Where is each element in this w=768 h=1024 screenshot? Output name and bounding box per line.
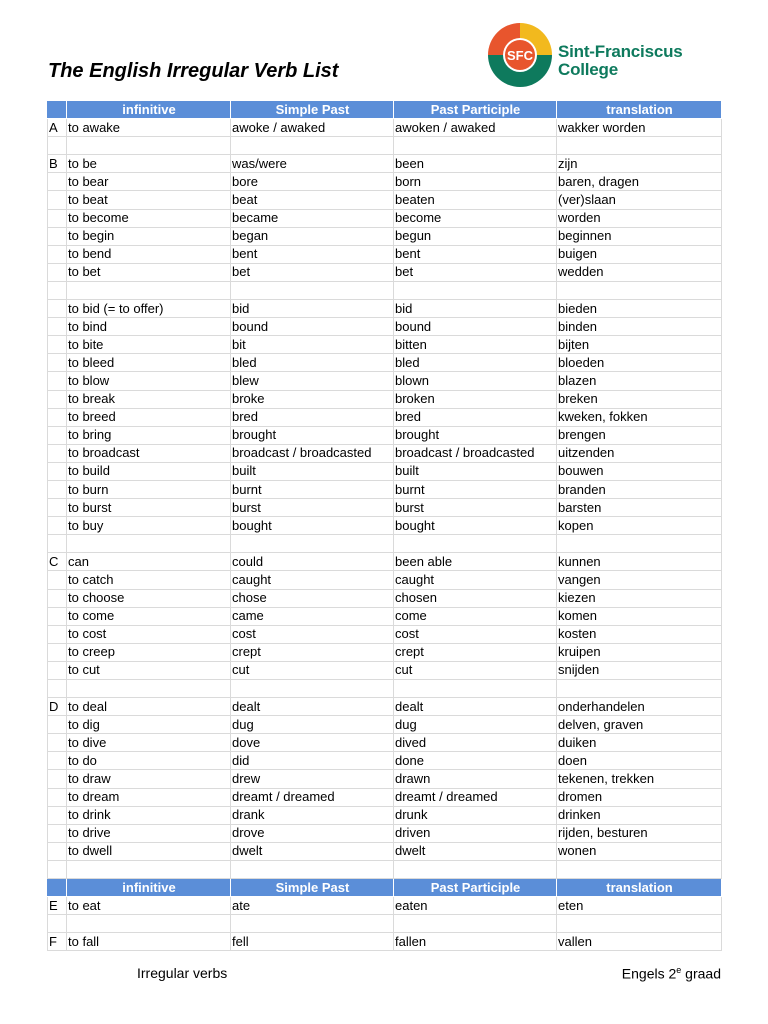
translation-cell (557, 281, 722, 299)
translation-cell: tekenen, trekken (557, 770, 722, 788)
letter-cell (48, 571, 67, 589)
table-row (48, 336, 722, 354)
past-participle-cell: bought (394, 517, 557, 535)
simple-past-cell: bled (231, 354, 394, 372)
translation-cell: eten (557, 897, 722, 915)
table-row (48, 281, 722, 299)
letter-cell (48, 625, 67, 643)
past-participle-cell (394, 680, 557, 698)
letter-cell (48, 860, 67, 878)
infinitive-cell: to do (67, 752, 231, 770)
past-participle-cell: blown (394, 372, 557, 390)
logo-name-line2: College (558, 60, 619, 79)
simple-past-cell: drank (231, 806, 394, 824)
infinitive-cell: to beat (67, 191, 231, 209)
letter-cell (48, 227, 67, 245)
letter-cell (48, 318, 67, 336)
logo-initials: SFC (507, 48, 533, 63)
past-participle-cell: driven (394, 824, 557, 842)
past-participle-cell: begun (394, 227, 557, 245)
past-participle-cell (394, 281, 557, 299)
footer-subject: Irregular verbs (137, 965, 228, 981)
table-row (48, 824, 722, 842)
college-logo (487, 22, 727, 88)
translation-cell: branden (557, 480, 722, 498)
translation-cell: breken (557, 390, 722, 408)
table-row (48, 517, 722, 535)
letter-cell (48, 661, 67, 679)
table-row (48, 426, 722, 444)
table-row (48, 860, 722, 878)
translation-cell: kweken, fokken (557, 408, 722, 426)
past-participle-cell: awoken / awaked (394, 119, 557, 137)
column-header: Past Participle (394, 101, 557, 119)
table-row (48, 625, 722, 643)
translation-cell: binden (557, 318, 722, 336)
simple-past-cell: came (231, 607, 394, 625)
simple-past-cell: broke (231, 390, 394, 408)
past-participle-cell: dreamt / dreamed (394, 788, 557, 806)
letter-cell (48, 643, 67, 661)
translation-cell: rijden, besturen (557, 824, 722, 842)
infinitive-cell (67, 915, 231, 933)
translation-cell: duiken (557, 734, 722, 752)
table-row (48, 698, 722, 716)
header-cell-letter (48, 101, 67, 119)
past-participle-cell: been (394, 155, 557, 173)
simple-past-cell: did (231, 752, 394, 770)
table-row (48, 390, 722, 408)
past-participle-cell (394, 860, 557, 878)
infinitive-cell: to catch (67, 571, 231, 589)
translation-cell (557, 860, 722, 878)
letter-cell (48, 734, 67, 752)
table-row (48, 119, 722, 137)
logo-name-line1: Sint-Franciscus (558, 42, 683, 61)
translation-cell: beginnen (557, 227, 722, 245)
table-row (48, 933, 722, 951)
past-participle-cell: dug (394, 716, 557, 734)
infinitive-cell: to deal (67, 698, 231, 716)
past-participle-cell: caught (394, 571, 557, 589)
infinitive-cell: to burn (67, 480, 231, 498)
letter-cell (48, 354, 67, 372)
past-participle-cell: born (394, 173, 557, 191)
letter-cell (48, 426, 67, 444)
infinitive-cell: to bring (67, 426, 231, 444)
infinitive-cell: to fall (67, 933, 231, 951)
simple-past-cell (231, 281, 394, 299)
translation-cell: wakker worden (557, 119, 722, 137)
infinitive-cell: to breed (67, 408, 231, 426)
letter-cell: B (48, 155, 67, 173)
simple-past-cell: bound (231, 318, 394, 336)
past-participle-cell: built (394, 462, 557, 480)
translation-cell: delven, graven (557, 716, 722, 734)
infinitive-cell: to broadcast (67, 444, 231, 462)
infinitive-cell: to bend (67, 245, 231, 263)
simple-past-cell: bred (231, 408, 394, 426)
infinitive-cell: to dig (67, 716, 231, 734)
column-header: translation (557, 879, 722, 897)
infinitive-cell: to bleed (67, 354, 231, 372)
letter-cell (48, 191, 67, 209)
table-row (48, 806, 722, 824)
table-row (48, 661, 722, 679)
simple-past-cell: burst (231, 499, 394, 517)
translation-cell: komen (557, 607, 722, 625)
table-row (48, 245, 722, 263)
translation-cell: kiezen (557, 589, 722, 607)
simple-past-cell: bit (231, 336, 394, 354)
translation-cell: barsten (557, 499, 722, 517)
translation-cell: wonen (557, 842, 722, 860)
past-participle-cell: brought (394, 426, 557, 444)
infinitive-cell: to burst (67, 499, 231, 517)
simple-past-cell (231, 680, 394, 698)
past-participle-cell: eaten (394, 897, 557, 915)
past-participle-cell: bent (394, 245, 557, 263)
table-row (48, 734, 722, 752)
table-row (48, 571, 722, 589)
past-participle-cell (394, 137, 557, 155)
letter-cell (48, 499, 67, 517)
letter-cell: D (48, 698, 67, 716)
infinitive-cell: to eat (67, 897, 231, 915)
simple-past-cell: dove (231, 734, 394, 752)
simple-past-cell: dealt (231, 698, 394, 716)
infinitive-cell: to bear (67, 173, 231, 191)
translation-cell: baren, dragen (557, 173, 722, 191)
translation-cell: kosten (557, 625, 722, 643)
infinitive-cell: to become (67, 209, 231, 227)
translation-cell: kunnen (557, 553, 722, 571)
page-title: The English Irregular Verb List (48, 60, 339, 82)
past-participle-cell: drunk (394, 806, 557, 824)
past-participle-cell (394, 535, 557, 553)
translation-cell (557, 680, 722, 698)
column-header: infinitive (67, 101, 231, 119)
translation-cell: uitzenden (557, 444, 722, 462)
table-row (48, 300, 722, 318)
table-row (48, 770, 722, 788)
simple-past-cell (231, 860, 394, 878)
letter-cell: C (48, 553, 67, 571)
translation-cell: buigen (557, 245, 722, 263)
table-row (48, 137, 722, 155)
letter-cell (48, 281, 67, 299)
translation-cell: (ver)slaan (557, 191, 722, 209)
simple-past-cell: bid (231, 300, 394, 318)
letter-cell (48, 263, 67, 281)
column-header: Past Participle (394, 879, 557, 897)
simple-past-cell: bore (231, 173, 394, 191)
letter-cell (48, 336, 67, 354)
translation-cell: bloeden (557, 354, 722, 372)
table-row (48, 462, 722, 480)
infinitive-cell (67, 680, 231, 698)
past-participle-cell: drawn (394, 770, 557, 788)
translation-cell (557, 535, 722, 553)
simple-past-cell: cut (231, 661, 394, 679)
past-participle-cell (394, 915, 557, 933)
translation-cell: vangen (557, 571, 722, 589)
letter-cell (48, 752, 67, 770)
table-row (48, 444, 722, 462)
letter-cell (48, 915, 67, 933)
infinitive-cell: to bet (67, 263, 231, 281)
infinitive-cell (67, 137, 231, 155)
infinitive-cell: to dwell (67, 842, 231, 860)
past-participle-cell: dived (394, 734, 557, 752)
letter-cell (48, 680, 67, 698)
past-participle-cell: burnt (394, 480, 557, 498)
simple-past-cell: became (231, 209, 394, 227)
letter-cell (48, 173, 67, 191)
infinitive-cell: to dive (67, 734, 231, 752)
infinitive-cell: to drink (67, 806, 231, 824)
simple-past-cell: dreamt / dreamed (231, 788, 394, 806)
infinitive-cell: to bid (= to offer) (67, 300, 231, 318)
past-participle-cell: fallen (394, 933, 557, 951)
past-participle-cell: bid (394, 300, 557, 318)
infinitive-cell: to draw (67, 770, 231, 788)
translation-cell: worden (557, 209, 722, 227)
table-row (48, 173, 722, 191)
logo-name (558, 43, 683, 79)
past-participle-cell: come (394, 607, 557, 625)
infinitive-cell: to dream (67, 788, 231, 806)
column-header: Simple Past (231, 101, 394, 119)
simple-past-cell: could (231, 553, 394, 571)
table-row (48, 716, 722, 734)
table-row (48, 372, 722, 390)
table-row (48, 408, 722, 426)
table-row (48, 842, 722, 860)
past-participle-cell: become (394, 209, 557, 227)
table-row (48, 607, 722, 625)
letter-cell (48, 535, 67, 553)
table-row (48, 480, 722, 498)
past-participle-cell: broadcast / broadcasted (394, 444, 557, 462)
table-row (48, 553, 722, 571)
translation-cell (557, 915, 722, 933)
column-header: Simple Past (231, 879, 394, 897)
infinitive-cell: to awake (67, 119, 231, 137)
past-participle-cell: broken (394, 390, 557, 408)
simple-past-cell: awoke / awaked (231, 119, 394, 137)
infinitive-cell: to creep (67, 643, 231, 661)
infinitive-cell: to break (67, 390, 231, 408)
letter-cell (48, 589, 67, 607)
simple-past-cell (231, 137, 394, 155)
letter-cell (48, 842, 67, 860)
translation-cell: bieden (557, 300, 722, 318)
table-row (48, 643, 722, 661)
letter-cell (48, 480, 67, 498)
letter-cell (48, 462, 67, 480)
table-row (48, 915, 722, 933)
simple-past-cell: fell (231, 933, 394, 951)
table-row (48, 155, 722, 173)
past-participle-cell: dealt (394, 698, 557, 716)
infinitive-cell: to blow (67, 372, 231, 390)
past-participle-cell: bred (394, 408, 557, 426)
translation-cell: kopen (557, 517, 722, 535)
simple-past-cell: brought (231, 426, 394, 444)
simple-past-cell: bet (231, 263, 394, 281)
infinitive-cell: to buy (67, 517, 231, 535)
translation-cell: bijten (557, 336, 722, 354)
table-row (48, 227, 722, 245)
simple-past-cell: burnt (231, 480, 394, 498)
simple-past-cell: dug (231, 716, 394, 734)
simple-past-cell (231, 535, 394, 553)
letter-cell: F (48, 933, 67, 951)
table-row (48, 752, 722, 770)
simple-past-cell: built (231, 462, 394, 480)
infinitive-cell: to build (67, 462, 231, 480)
table-row (48, 535, 722, 553)
infinitive-cell: to choose (67, 589, 231, 607)
table-row (48, 318, 722, 336)
table-row (48, 897, 722, 915)
letter-cell (48, 408, 67, 426)
letter-cell (48, 209, 67, 227)
translation-cell: bouwen (557, 462, 722, 480)
infinitive-cell: to come (67, 607, 231, 625)
past-participle-cell: done (394, 752, 557, 770)
simple-past-cell: bent (231, 245, 394, 263)
simple-past-cell: began (231, 227, 394, 245)
letter-cell (48, 444, 67, 462)
past-participle-cell: cut (394, 661, 557, 679)
column-header: translation (557, 101, 722, 119)
infinitive-cell: can (67, 553, 231, 571)
letter-cell (48, 607, 67, 625)
table-row (48, 499, 722, 517)
header-cell-letter (48, 879, 67, 897)
infinitive-cell (67, 860, 231, 878)
column-header: infinitive (67, 879, 231, 897)
translation-cell: wedden (557, 263, 722, 281)
past-participle-cell: cost (394, 625, 557, 643)
simple-past-cell: caught (231, 571, 394, 589)
past-participle-cell: bitten (394, 336, 557, 354)
simple-past-cell: was/were (231, 155, 394, 173)
simple-past-cell: broadcast / broadcasted (231, 444, 394, 462)
simple-past-cell: dwelt (231, 842, 394, 860)
translation-cell: onderhandelen (557, 698, 722, 716)
footer-course: Engels 2e graad (621, 965, 721, 982)
letter-cell (48, 517, 67, 535)
simple-past-cell: drove (231, 824, 394, 842)
table-row (48, 788, 722, 806)
college-logo-emblem-icon (487, 22, 553, 88)
infinitive-cell (67, 281, 231, 299)
translation-cell: vallen (557, 933, 722, 951)
simple-past-cell: chose (231, 589, 394, 607)
letter-cell (48, 716, 67, 734)
past-participle-cell: burst (394, 499, 557, 517)
table-row (48, 263, 722, 281)
translation-cell: zijn (557, 155, 722, 173)
table-header-row (48, 879, 722, 897)
letter-cell (48, 788, 67, 806)
translation-cell: blazen (557, 372, 722, 390)
letter-cell (48, 824, 67, 842)
translation-cell: kruipen (557, 643, 722, 661)
table-row (48, 191, 722, 209)
past-participle-cell: dwelt (394, 842, 557, 860)
translation-cell: doen (557, 752, 722, 770)
past-participle-cell: bet (394, 263, 557, 281)
past-participle-cell: bound (394, 318, 557, 336)
simple-past-cell: drew (231, 770, 394, 788)
past-participle-cell: been able (394, 553, 557, 571)
table-row (48, 589, 722, 607)
infinitive-cell: to cut (67, 661, 231, 679)
simple-past-cell: beat (231, 191, 394, 209)
letter-cell (48, 372, 67, 390)
infinitive-cell: to bind (67, 318, 231, 336)
simple-past-cell: crept (231, 643, 394, 661)
past-participle-cell: chosen (394, 589, 557, 607)
past-participle-cell: crept (394, 643, 557, 661)
infinitive-cell: to be (67, 155, 231, 173)
infinitive-cell: to cost (67, 625, 231, 643)
letter-cell (48, 300, 67, 318)
table-row (48, 209, 722, 227)
verb-table (47, 100, 722, 951)
letter-cell (48, 245, 67, 263)
letter-cell (48, 806, 67, 824)
table-row (48, 354, 722, 372)
infinitive-cell: to begin (67, 227, 231, 245)
translation-cell: brengen (557, 426, 722, 444)
letter-cell (48, 137, 67, 155)
translation-cell: snijden (557, 661, 722, 679)
infinitive-cell (67, 535, 231, 553)
simple-past-cell: blew (231, 372, 394, 390)
simple-past-cell (231, 915, 394, 933)
simple-past-cell: bought (231, 517, 394, 535)
simple-past-cell: ate (231, 897, 394, 915)
table-header-row (48, 101, 722, 119)
infinitive-cell: to bite (67, 336, 231, 354)
translation-cell (557, 137, 722, 155)
past-participle-cell: beaten (394, 191, 557, 209)
table-row (48, 680, 722, 698)
letter-cell: E (48, 897, 67, 915)
letter-cell: A (48, 119, 67, 137)
letter-cell (48, 390, 67, 408)
translation-cell: drinken (557, 806, 722, 824)
translation-cell: dromen (557, 788, 722, 806)
letter-cell (48, 770, 67, 788)
simple-past-cell: cost (231, 625, 394, 643)
past-participle-cell: bled (394, 354, 557, 372)
infinitive-cell: to drive (67, 824, 231, 842)
